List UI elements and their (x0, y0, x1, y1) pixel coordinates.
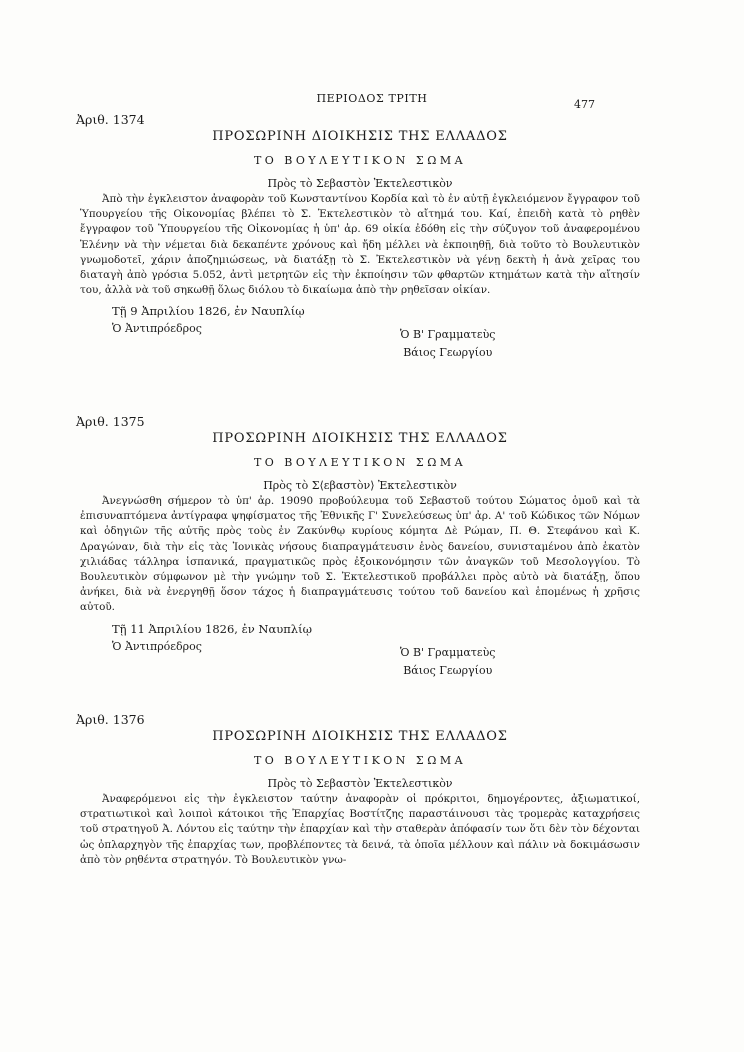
dateline: Τῇ 11 Ἀπριλίου 1826, ἐν Ναυπλίῳ (112, 621, 312, 636)
document-number: Ἀριθ. 1376 (76, 712, 145, 727)
body-text: Ἀπὸ τὴν ἐγκλειστον ἀναφορὰν τοῦ Κωνσταντίνου Κορδία καὶ τὸ ἐν αὐτῇ ἐγκλειόμενον ἔγγραφον τοῦ Ὑπουργείου τῆς Οἰκονομίας βλέπει τὸ Σ. Ἐκτελεστικὸν τὸ αἴτημά του. Καί, ἐπειδὴ κατὰ τὸ ρηθὲν ἔγγραφον τοῦ Ὑπουργείου τῆς Οἰκονομίας ἡ ὑπ' ἀρ. 69 οἰκία ἐδόθη εἰς τὴν σύζυγον τοῦ ἀναφερομένου Ἑλένην νὰ τὴν νέμεται διὰ δεκαπέντε χρόνους καὶ ἤδη μέλλει νὰ ἐκποιηθῇ, διὰ τοῦτο τὸ Βουλευτικὸν γνωμοδοτεῖ, χάριν ἀποζημιώσεως, νὰ διατάξῃ τὸ Σ. Ἐκτελεστικὸν νὰ γένῃ δεκτὴ ἡ ἀνὰ χεῖρας του διαταγὴ ἀπὸ γρόσια 5.052, ἀντὶ μετρητῶν εἰς τὴν ἐκποίησιν τῶν φθαρτῶν κτημάτων κατὰ τὴν αἴτησίν του, ἀλλὰ νὰ τοῦ σηκωθῇ ὅλως διόλου τὸ δικαίωμα ἀπὸ τὴν ρηθεῖσαν οἰκίαν. (80, 193, 640, 297)
signature-secretary (400, 644, 495, 680)
council-title: ΤΟ ΒΟΥΛΕΥΤΙΚΟΝ ΣΩΜΑ (253, 154, 467, 167)
government-title: ΠΡΟΣΩΡΙΝΗ ΔΙΟΙΚΗΣΙΣ ΤΗΣ ΕΛΛΑΔΟΣ (212, 729, 508, 744)
signature-secretary (400, 326, 495, 362)
document-1376 (76, 712, 640, 868)
signature-block (80, 322, 640, 360)
secretary-title: Ὁ Β' Γραμματεὺς (400, 328, 496, 342)
signature-block (80, 639, 640, 677)
document-1374 (76, 112, 640, 360)
government-title: ΠΡΟΣΩΡΙΝΗ ΔΙΟΙΚΗΣΙΣ ΤΗΣ ΕΛΛΑΔΟΣ (212, 129, 508, 144)
document-number: Ἀριθ. 1375 (76, 414, 145, 429)
secretary-title: Ὁ Β' Γραμματεὺς (400, 645, 496, 659)
secretary-name: Βάιος Γεωργίου (403, 663, 493, 677)
addressee: Πρὸς τὸ Σεβαστὸν Ἐκτελεστικὸν (267, 777, 453, 790)
page-number: 477 (574, 98, 595, 111)
body-text: Ἀναφερόμενοι εἰς τὴν ἐγκλειστον ταύτην ἀναφορὰν οἱ πρόκριτοι, δημογέροντες, ἀξιωματικοί, στρατιωτικοὶ καὶ λοιποὶ κάτοικοι τῆς Ἐπαρχίας Βοστίτζης παραστάινουσι τὰς τρομερὰς καταχρήσεις τοῦ στρατηγοῦ Ἀ. Λόντου εἰς ταύτην τὴν ἐπαρχίαν καὶ τὴν σταθερὰν ἀπόφασίν των ὅτι δὲν τὸν δέχονται ὡς ὀπλαρχηγὸν τῆς ἐπαρχίας των, προβλέποντες τὰ δεινά, τὰ ὁποῖα μέλλουν καὶ πάλιν νὰ δοκιμάσωσιν ἀπὸ τὸν ρηθέντα στρατηγόν. Τὸ Βουλευτικὸν γνω- (80, 793, 640, 866)
signature-vice-president: Ὁ Ἀντιπρόεδρος (112, 322, 202, 336)
body-text: Ἀνεγνώσθη σήμερον τὸ ὑπ' ἀρ. 19090 προβούλευμα τοῦ Σεβαστοῦ τούτου Σώματος ὁμοῦ καὶ τὰ ἐπισυναπτόμενα ἀντίγραφα ψηφίσματος τῆς Ἐθνικῆς Γ' Συνελεύσεως ὑπ' ἀρ. Α' τοῦ Κώδικος τῶν Νόμων καὶ ὁδηγιῶν τῆς αὐτῆς πρὸς τοὺς ἐν Ζακύνθῳ κυρίους κόμητα Δὲ Ρώμαν, Π. Θ. Στεφάνου καὶ Κ. Δραγώναν, διὰ τὴν εἰς τὰς Ἰονικὰς νήσους διαπραγμάτευσιν ἑνὸς δανείου, συνισταμένου ἀπὸ ἑκατὸν χιλιάδας τάλληρα ἱσπανικά, πραγματικῶς πρὸς ἐξοικονόμησιν τῶν ἀναγκῶν τοῦ Μεσολογγίου. Τὸ Βουλευτικὸν σύμφωνον μὲ τὴν γνώμην τοῦ Σ. Ἐκτελεστικοῦ προβάλλει πρὸς αὐτὸ νὰ διατάξῃ, ὅπου ἀνήκει, διὰ νὰ ἐνεργηθῇ ὅσον τάχος ἡ διαπραγμάτευσις τούτου τοῦ δανείου καὶ ἑπομένως ἡ χρῆσις αὐτοῦ. (80, 495, 640, 614)
running-head: ΠΕΡΙΟΔΟΣ ΤΡΙΤΗ (316, 92, 428, 105)
addressee: Πρὸς τὸ Σ⟨εβαστὸν⟩ Ἐκτελεστικὸν (263, 479, 457, 492)
government-title: ΠΡΟΣΩΡΙΝΗ ΔΙΟΙΚΗΣΙΣ ΤΗΣ ΕΛΛΑΔΟΣ (212, 431, 508, 446)
document-number: Ἀριθ. 1374 (76, 112, 145, 127)
signature-vice-president: Ὁ Ἀντιπρόεδρος (112, 639, 202, 653)
secretary-name: Βάιος Γεωργίου (403, 346, 493, 360)
addressee: Πρὸς τὸ Σεβαστὸν Ἐκτελεστικὸν (267, 177, 453, 190)
document-1375 (76, 414, 640, 677)
council-title: ΤΟ ΒΟΥΛΕΥΤΙΚΟΝ ΣΩΜΑ (253, 456, 467, 469)
dateline: Τῇ 9 Ἀπριλίου 1826, ἐν Ναυπλίῳ (112, 304, 305, 319)
council-title: ΤΟ ΒΟΥΛΕΥΤΙΚΟΝ ΣΩΜΑ (253, 754, 467, 767)
